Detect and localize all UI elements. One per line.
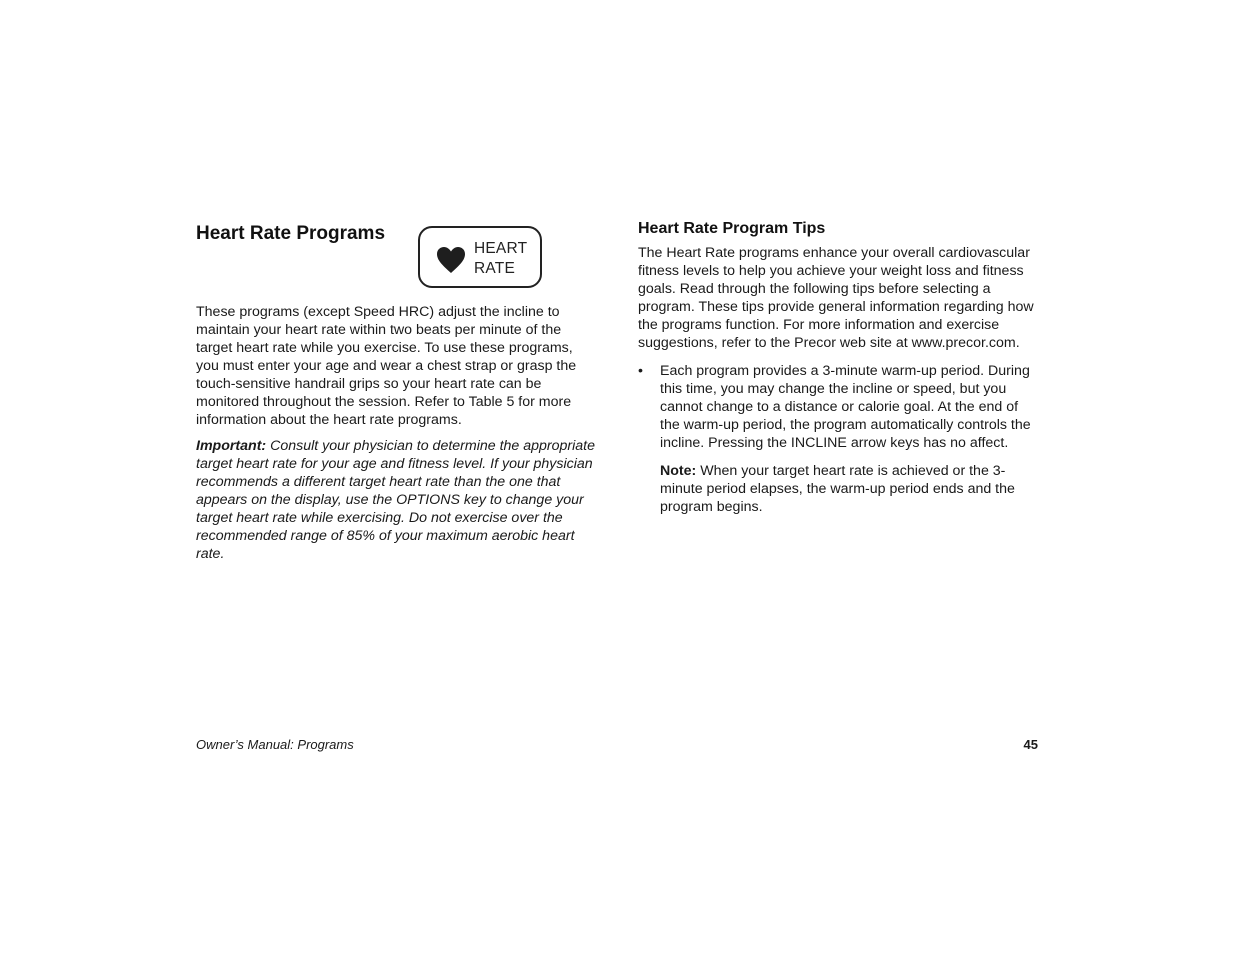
- key-label-line2: RATE: [474, 260, 515, 277]
- footer-section-title: Owner’s Manual: Programs: [196, 737, 354, 752]
- important-paragraph: [196, 437, 598, 563]
- heart-rate-key-label: [474, 239, 527, 279]
- heart-rate-key: [418, 226, 542, 288]
- note-label: Note:: [660, 463, 697, 479]
- right-column: [638, 218, 1038, 516]
- note-paragraph: [638, 462, 1038, 516]
- tips-intro-paragraph: The Heart Rate programs enhance your overall cardiovascular fitness levels to help you achieve your weight loss and fitness goals. Read through the following tips before selecting a program. These tips provide general information regarding how the programs function. For more information and exercise suggestions, refer to the Precor web site at www.precor.com.: [638, 245, 1034, 351]
- tips-heading: Heart Rate Program Tips: [638, 220, 826, 237]
- important-text: Consult your physician to determine the appropriate target heart rate for your age and fitness level. If your physician recommends a different target heart rate than the one that appears on the display, use the OPTIONS key to change your target heart rate while exercising. Do not exercise over the recommended range of 85% of your maximum aerobic heart rate.: [196, 438, 596, 562]
- list-item: [638, 362, 1038, 452]
- section-heading: Heart Rate Programs: [196, 223, 386, 244]
- important-label: Important:: [196, 438, 267, 454]
- key-label-line1: HEART: [474, 240, 528, 257]
- bullet-icon: •: [638, 363, 643, 379]
- note-text: When your target heart rate is achieved or the 3-minute period elapses, the warm-up period ends and the program begins.: [660, 463, 1015, 515]
- page-number: 45: [1023, 737, 1038, 752]
- programs-intro-paragraph: These programs (except Speed HRC) adjust the incline to maintain your heart rate within two beats per minute of the target heart rate while you exercise. To use these programs, you must enter your age and wear a chest strap or grasp the touch-sensitive handrail grips so your heart rate can be monitored throughout the session. Refer to Table 5 for more information about the heart rate programs.: [196, 304, 577, 428]
- heart-icon: [436, 246, 466, 274]
- bullet-text: Each program provides a 3-minute warm-up period. During this time, you may change the incline or speed, but you cannot change to a distance or calorie goal. At the end of the warm-up period, the program automatically controls the incline. Pressing the INCLINE arrow keys has no affect.: [660, 363, 1031, 451]
